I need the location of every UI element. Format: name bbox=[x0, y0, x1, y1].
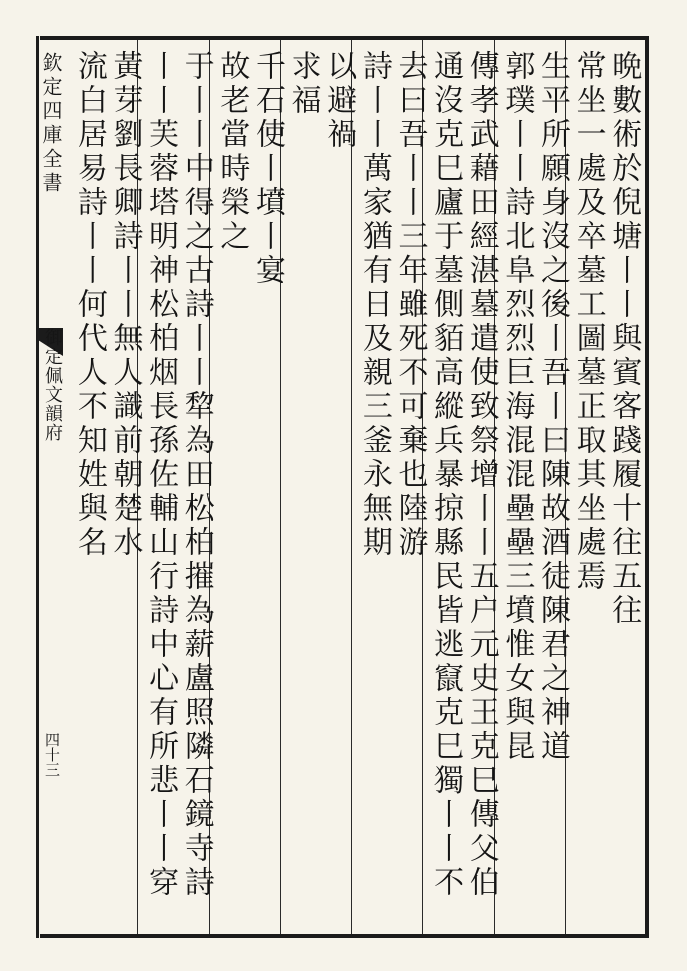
text-column: 去曰吾丨丨三年雖死不可棄也陸游 bbox=[392, 50, 428, 560]
banxin-book-title: 御定佩文韻府 bbox=[42, 328, 63, 442]
frame-bottom-border bbox=[40, 934, 648, 938]
text-column: 傳孝武藉田經湛墓遣使致祭增丨丨五户元史王克巳傳父伯 bbox=[463, 50, 499, 900]
text-column: 于丨丨中得之古詩丨丨犂為田松柏摧為薪盧照隣石鏡寺詩 bbox=[178, 50, 214, 900]
text-column: 通沒克巳廬于墓側貊高縱兵暴掠縣民皆逃竄克巳獨丨丨不 bbox=[428, 50, 464, 900]
text-column: 詩丨丨萬家猶有日及親三釜永無期 bbox=[356, 50, 392, 560]
text-column: 丨丨芙蓉塔明神松柏烟長孫佐輔山行詩中心有所悲丨丨穿 bbox=[143, 50, 179, 900]
text-column: 千石使丨墳丨宴 bbox=[249, 50, 285, 288]
text-column: 故老當時榮之 bbox=[214, 50, 250, 254]
text-column: 黃芽劉長卿詩丨丨無人識前朝楚水 bbox=[107, 50, 143, 560]
text-column: 郭璞丨丨詩北阜烈烈巨海混混壘壘三墳惟女與昆 bbox=[499, 50, 535, 764]
text-column: 以避禍 bbox=[321, 50, 357, 152]
text-column: 常坐一處及卒墓工圖墓正取其坐處焉 bbox=[570, 50, 606, 594]
text-column: 生平所願身沒之後丨吾丨曰陳故酒徒陳君之神道 bbox=[534, 50, 570, 764]
banxin-page-number: 四十三 bbox=[43, 732, 61, 777]
text-column: 求福 bbox=[285, 50, 321, 118]
frame-top-border bbox=[40, 36, 648, 40]
text-column: 晩數術於倪塘丨丨與賓客踐履十往五往 bbox=[606, 50, 642, 628]
banxin-top-title: 欽定四庫全書 bbox=[39, 52, 63, 196]
text-column: 流白居易詩丨丨何代人不知姓與名 bbox=[71, 50, 107, 560]
frame-right-border bbox=[645, 36, 649, 938]
